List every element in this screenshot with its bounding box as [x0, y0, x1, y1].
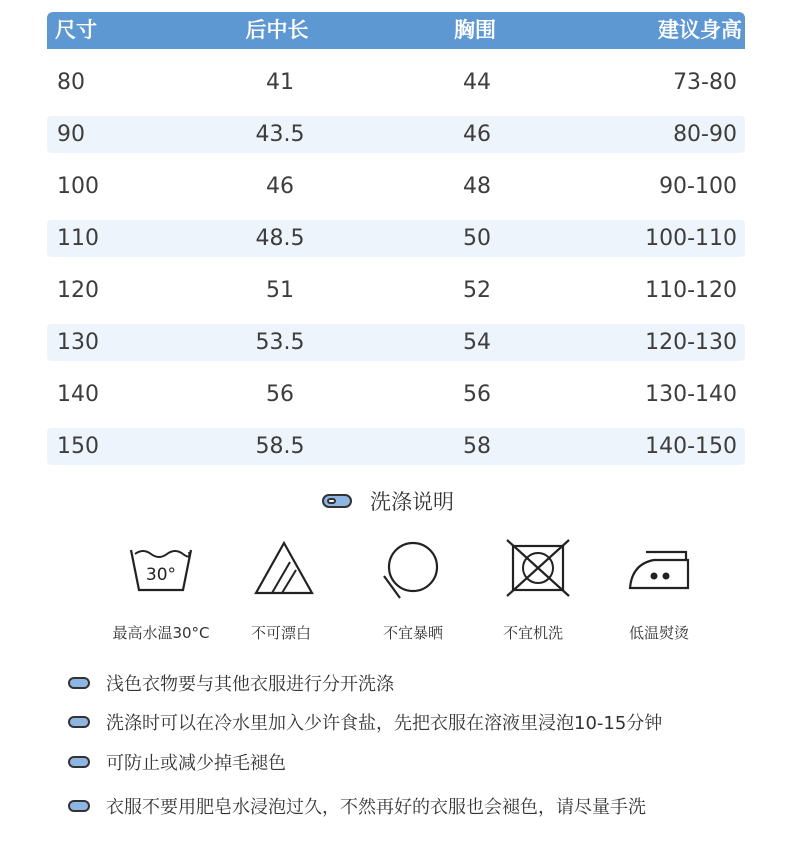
table-row: 90 43.5 46 80-90 — [47, 116, 745, 153]
no-sun-dry-icon — [378, 538, 448, 598]
cell-size: 90 — [57, 122, 85, 147]
cell-size: 100 — [57, 174, 99, 199]
wash-note — [68, 749, 286, 775]
iron-low-icon — [624, 538, 694, 598]
symbol-label: 最高水温30°C — [112, 624, 210, 642]
cell-height: 80-90 — [673, 122, 737, 147]
wash-note — [68, 670, 394, 696]
table-header: 尺寸 后中长 胸围 建议身高 — [47, 12, 745, 49]
cell-height: 140-150 — [645, 434, 737, 459]
table-row: 150 58.5 58 140-150 — [47, 428, 745, 465]
note-text: 可防止或减少掉毛褪色 — [106, 753, 286, 774]
pill-bullet-icon — [68, 800, 90, 812]
pill-bullet-icon — [68, 677, 90, 689]
cell-height: 73-80 — [673, 70, 737, 95]
cell-size: 130 — [57, 330, 99, 355]
no-machine-wash-icon — [503, 538, 573, 598]
cell-height: 90-100 — [659, 174, 737, 199]
header-height: 建议身高 — [658, 18, 742, 42]
size-table — [47, 12, 745, 465]
cell-height: 100-110 — [645, 226, 737, 251]
note-text: 衣服不要用肥皂水浸泡过久，不然再好的衣服也会褪色，请尽量手洗 — [106, 797, 646, 818]
symbol-label: 低温熨烫 — [628, 624, 690, 642]
pill-bullet-icon — [68, 716, 90, 728]
wash-note — [68, 709, 662, 735]
symbol-label: 不宜暴晒 — [382, 624, 444, 642]
table-row: 120 51 52 110-120 — [47, 272, 745, 309]
cell-size: 120 — [57, 278, 99, 303]
cell-size: 80 — [57, 70, 85, 95]
pill-bullet-icon — [322, 494, 352, 508]
cell-size: 110 — [57, 226, 99, 251]
wash-temp-text: 30° — [145, 565, 177, 585]
pill-bullet-icon — [68, 756, 90, 768]
table-row: 80 41 44 73-80 — [47, 64, 745, 101]
cell-height: 120-130 — [645, 330, 737, 355]
cell-size: 150 — [57, 434, 99, 459]
table-row: 100 46 48 90-100 — [47, 168, 745, 205]
cell-height: 130-140 — [645, 382, 737, 407]
table-row: 110 48.5 50 100-110 — [47, 220, 745, 257]
wash-tub-30-icon — [127, 538, 197, 598]
table-row: 140 56 56 130-140 — [47, 376, 745, 413]
header-size: 尺寸 — [55, 18, 97, 42]
note-text: 浅色衣物要与其他衣服进行分开洗涤 — [106, 674, 394, 695]
wash-note — [68, 793, 646, 819]
table-row: 130 53.5 54 120-130 — [47, 324, 745, 361]
symbol-label: 不可漂白 — [250, 624, 312, 642]
no-bleach-icon — [250, 538, 320, 598]
cell-height: 110-120 — [645, 278, 737, 303]
wash-instructions-title — [322, 486, 454, 516]
note-text: 洗涤时可以在冷水里加入少许食盐，先把衣服在溶液里浸泡10-15分钟 — [106, 713, 663, 734]
wash-title-text: 洗涤说明 — [370, 490, 454, 514]
cell-size: 140 — [57, 382, 99, 407]
symbol-label: 不宜机洗 — [502, 624, 564, 642]
